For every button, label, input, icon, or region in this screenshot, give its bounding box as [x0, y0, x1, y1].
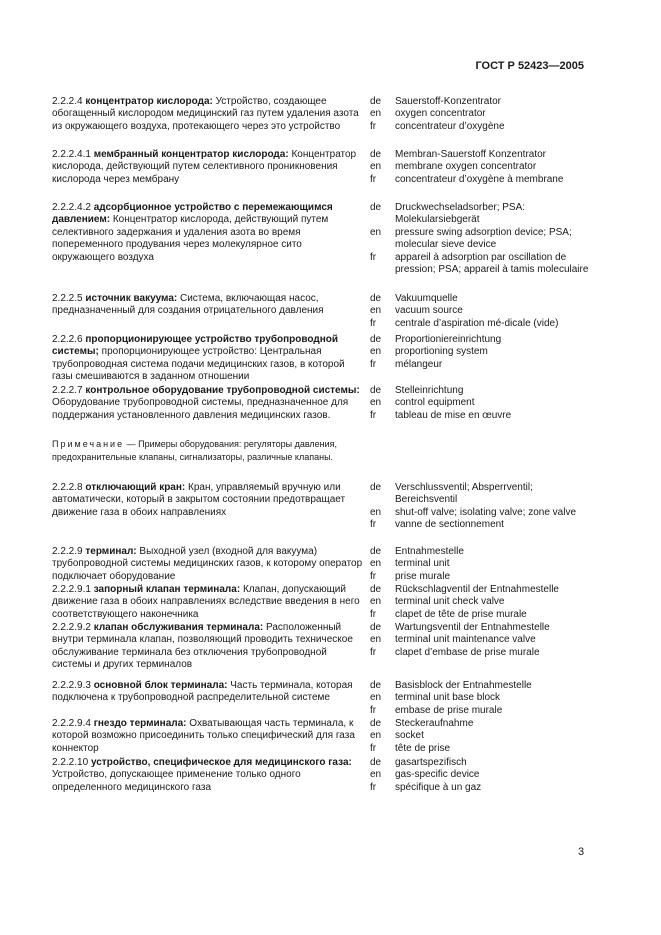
lang-code: de: [370, 584, 382, 595]
translation-text: terminal unit: [395, 558, 450, 570]
translation-text: Membran-Sauerstoff Konzentrator: [395, 149, 547, 160]
lang-code: de: [370, 622, 382, 633]
translations: [370, 718, 592, 755]
term-name: терминал:: [85, 546, 137, 557]
definition-text: Расположенный внутри терминала клапан, позволяющий проводить техническое обслуживание терминала без отключения трубопроводной системы и других терминалов: [52, 622, 353, 671]
translation-text: clapet d’embase de prise murale: [395, 646, 540, 658]
lang-code: fr: [370, 570, 377, 582]
term-definition: [52, 680, 364, 705]
translation-text: concentrateur d’oxygène: [395, 120, 505, 132]
lang-code: fr: [370, 251, 377, 263]
translations: [370, 680, 592, 717]
translation-text: Wartungsventil der Entnahmestelle: [395, 622, 550, 633]
term-name: клапан обслуживания терминала:: [93, 622, 264, 633]
translation-text: centrale d’aspiration mé-dicale (vide): [395, 317, 559, 329]
definition-text: Часть терминала, которая подключена к трубопроводной распределительной системе: [52, 680, 353, 704]
translation-text: Sauerstoff-Konzentrator: [395, 96, 501, 107]
translation-text: spécifique à un gaz: [395, 781, 482, 793]
definition-text: Устройство, создающее обогащенный кислородом медицинский газ путем удаления азота из окружающего воздуха, протекающего через это устройство: [52, 96, 359, 132]
term-definition: [52, 546, 364, 583]
translation-text: vacuum source: [395, 305, 463, 317]
translation-text: terminal unit base block: [395, 692, 501, 704]
lang-code: fr: [370, 519, 377, 531]
definition-text: Устройство, допускающее применение только одного определенного медицинского газа: [52, 769, 301, 793]
standard-header: ГОСТ Р 52423—2005: [475, 60, 584, 72]
term-definition: [52, 718, 364, 755]
lang-code: en: [370, 634, 382, 646]
lang-code: en: [370, 506, 382, 518]
translations: [370, 149, 592, 186]
term-definition: [52, 202, 364, 264]
lang-code: fr: [370, 608, 377, 620]
term-definition: [52, 293, 364, 318]
lang-code: fr: [370, 358, 377, 370]
note-label: Примечание: [52, 439, 125, 449]
translation-text: pressure swing adsorption device; PSA; molecular sieve device: [395, 226, 572, 251]
term-number: 2.2.2.4.2: [52, 202, 91, 213]
term-number: 2.2.2.9.2: [52, 622, 91, 633]
translation-text: terminal unit check valve: [395, 596, 505, 608]
note-text: — Примеры оборудования: регуляторы давления, предохранительные клапаны, сигнализаторы, различные клапаны.: [52, 439, 338, 462]
term-number: 2.2.2.7: [52, 385, 83, 396]
translations: [370, 622, 592, 659]
translations: [370, 202, 592, 276]
translation-text: shut-off valve; isolating valve; zone valve: [395, 506, 577, 518]
translation-text: Rückschlagventil der Entnahmestelle: [395, 584, 559, 595]
lang-code: fr: [370, 173, 377, 185]
lang-code: de: [370, 546, 382, 557]
lang-code: en: [370, 226, 382, 238]
lang-code: fr: [370, 120, 377, 132]
translation-text: clapet de tête de prise murale: [395, 608, 527, 620]
lang-code: en: [370, 558, 382, 570]
lang-code: de: [370, 149, 382, 160]
lang-code: fr: [370, 409, 377, 421]
lang-code: en: [370, 346, 382, 358]
lang-code: fr: [370, 704, 377, 716]
term-definition: [52, 334, 364, 384]
definition-text: Клапан, допускающий движение газа в обоих направлениях вследствие введения в него соответствующего наконечника: [52, 584, 360, 620]
translation-text: proportioning system: [395, 346, 488, 358]
term-number: 2.2.2.9.4: [52, 718, 91, 729]
term-name: запорный клапан терминала:: [93, 584, 241, 595]
term-number: 2.2.2.9: [52, 546, 83, 557]
lang-code: fr: [370, 317, 377, 329]
lang-code: fr: [370, 781, 377, 793]
term-name: основной блок терминала:: [93, 680, 228, 691]
translations: [370, 546, 592, 583]
translation-text: embase de prise murale: [395, 704, 503, 716]
translation-text: control equipment: [395, 397, 475, 409]
term-definition: [52, 385, 364, 422]
term-name: мембранный концентратор кислорода:: [93, 149, 289, 160]
lang-code: en: [370, 596, 382, 608]
term-definition: [52, 584, 364, 621]
translation-text: gasartspezifisch: [395, 757, 467, 768]
lang-code: en: [370, 730, 382, 742]
term-name: концентратор кислорода:: [85, 96, 213, 107]
term-name: пропорционирующее устройство трубопроводной системы;: [52, 334, 339, 358]
lang-code: fr: [370, 646, 377, 658]
term-number: 2.2.2.4.1: [52, 149, 91, 160]
lang-code: en: [370, 769, 382, 781]
term-name: контрольное оборудование трубопроводной системы:: [85, 385, 360, 396]
definition-text: пропорционирующее устройство: Центральная трубопроводная система подачи медицинских газов, в которой газы смешиваются в заданном отношении: [52, 346, 345, 383]
term-name: источник вакуума:: [85, 293, 178, 304]
translation-text: tête de prise: [395, 742, 451, 754]
term-number: 2.2.2.8: [52, 482, 83, 493]
term-number: 2.2.2.10: [52, 757, 89, 768]
term-name: отключающий кран:: [85, 482, 186, 493]
lang-code: en: [370, 397, 382, 409]
definition-text: Охватывающая часть терминала, к которой возможно присоединить только специфический для газа коннектор: [52, 718, 355, 754]
translation-text: Steckeraufnahme: [395, 718, 474, 729]
translations: [370, 482, 592, 532]
translation-text: concentrateur d’oxygène à membrane: [395, 173, 564, 185]
translations: [370, 385, 592, 422]
translation-text: oxygen concentrator: [395, 108, 486, 120]
translation-text: vanne de sectionnement: [395, 519, 504, 531]
translation-text: Basisblock der Entnahmestelle: [395, 680, 532, 691]
translation-text: gas-specific device: [395, 769, 480, 781]
definition-text: Оборудование трубопроводной системы, предназначенное для поддержания установленного давления медицинских газов.: [52, 397, 349, 421]
lang-code: de: [370, 96, 382, 107]
term-name: устройство, специфическое для медицинского газа:: [90, 757, 352, 768]
translations: [370, 293, 592, 330]
translation-text: socket: [395, 730, 424, 742]
definition-text: Выходной узел (входной для вакуума) трубопроводной системы медицинских газов, к которому оператор подключает оборудование: [52, 546, 363, 582]
definition-text: Концентратор кислорода, действующий путем селективного задержания и удаления азота во время попеременного продувания через молекулярное сито окружающего воздуха: [52, 214, 329, 263]
term-definition: [52, 96, 364, 133]
translation-text: Vakuumquelle: [395, 293, 458, 304]
definition-text: Концентратор кислорода, действующий путем селективного проникновения кислорода через мембрану: [52, 149, 357, 185]
term-name: гнездо терминала:: [93, 718, 187, 729]
lang-code: en: [370, 692, 382, 704]
lang-code: de: [370, 757, 382, 768]
lang-code: de: [370, 334, 382, 345]
translation-text: Entnahmestelle: [395, 546, 464, 557]
translations: [370, 584, 592, 621]
translation-text: tableau de mise en œuvre: [395, 409, 512, 421]
lang-code: de: [370, 202, 382, 213]
translation-text: Druckwechseladsorber; PSA: Molekularsiebgerät: [395, 202, 526, 226]
lang-code: en: [370, 305, 382, 317]
term-definition: [52, 482, 364, 519]
translations: [370, 334, 592, 371]
lang-code: de: [370, 718, 382, 729]
definition-text: Кран, управляемый вручную или автоматически, который в закрытом состоянии предотвращает движение газа в обоих направлениях: [52, 482, 346, 518]
lang-code: en: [370, 161, 382, 173]
term-number: 2.2.2.4: [52, 96, 83, 107]
translation-text: Verschlussventil; Absperrventil; Bereichsventil: [395, 482, 533, 506]
lang-code: de: [370, 293, 382, 304]
lang-code: de: [370, 680, 382, 691]
term-number: 2.2.2.5: [52, 293, 83, 304]
lang-code: de: [370, 482, 382, 493]
translation-text: prise murale: [395, 570, 451, 582]
translations: [370, 757, 592, 794]
term-definition: [52, 622, 364, 672]
translation-text: terminal unit maintenance valve: [395, 634, 536, 646]
term-name: адсорбционное устройство с перемежающимся давлением:: [52, 202, 333, 226]
term-number: 2.2.2.6: [52, 334, 83, 345]
translation-text: mélangeur: [395, 358, 443, 370]
term-definition: [52, 149, 364, 186]
definition-text: Система, включающая насос, предназначенный для создания отрицательного давления: [52, 293, 324, 317]
translation-text: membrane oxygen concentrator: [395, 161, 537, 173]
translation-text: Stelleinrichtung: [395, 385, 464, 396]
term-number: 2.2.2.9.3: [52, 680, 91, 691]
lang-code: de: [370, 385, 382, 396]
translation-text: appareil à adsorption par oscillation de pression; PSA; appareil à tamis moleculaire: [395, 251, 589, 276]
note: [52, 438, 364, 463]
page-number: 3: [578, 846, 585, 858]
lang-code: fr: [370, 742, 377, 754]
term-number: 2.2.2.9.1: [52, 584, 91, 595]
lang-code: en: [370, 108, 382, 120]
term-definition: [52, 757, 364, 794]
translation-text: Proportioniereinrichtung: [395, 334, 502, 345]
translations: [370, 96, 592, 133]
